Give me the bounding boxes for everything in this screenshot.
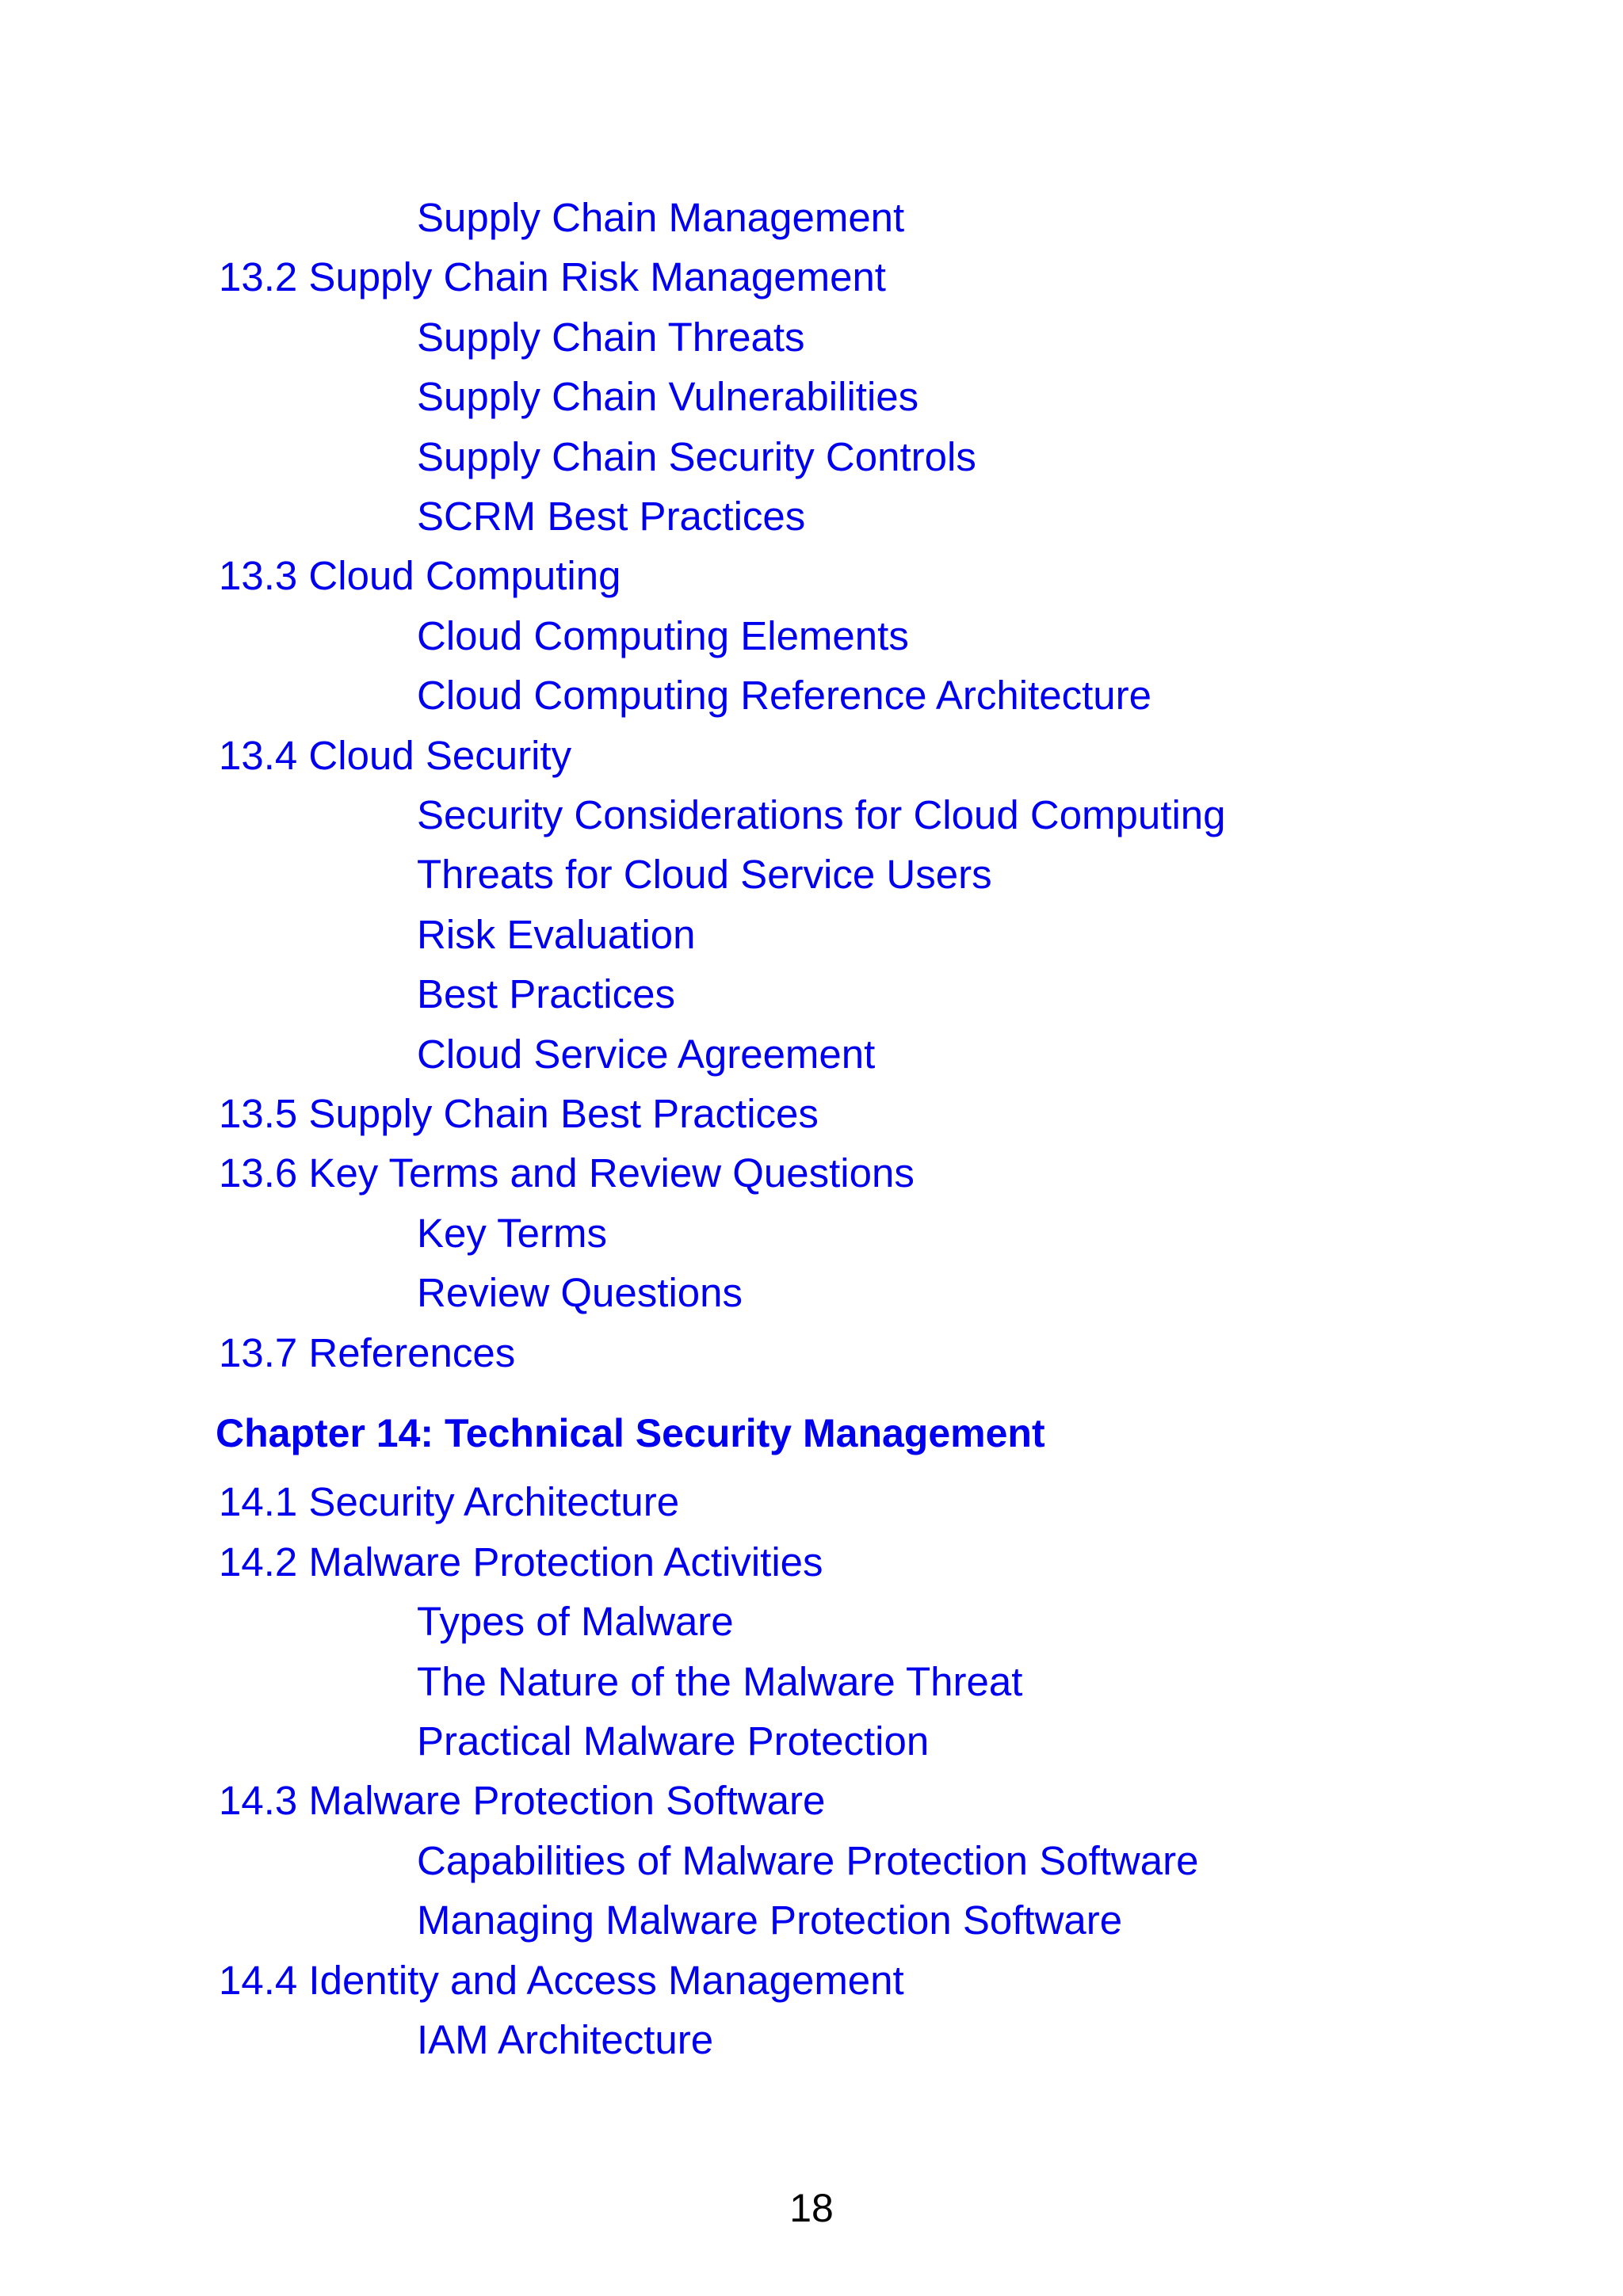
toc-entry-sub[interactable]: Supply Chain Management (417, 195, 905, 240)
toc-entry-sub[interactable]: Types of Malware (417, 1599, 734, 1645)
toc-entry-sub[interactable]: Supply Chain Security Controls (417, 433, 976, 479)
toc-entry-section[interactable]: 13.4 Cloud Security (219, 732, 572, 778)
toc-entry-sub[interactable]: Key Terms (417, 1210, 607, 1256)
toc-entry-sub[interactable]: Practical Malware Protection (417, 1718, 930, 1764)
toc-entry-section[interactable]: 14.2 Malware Protection Activities (219, 1539, 823, 1585)
toc-entry-section[interactable]: 13.5 Supply Chain Best Practices (219, 1091, 819, 1136)
toc-entry-sub[interactable]: Cloud Computing Reference Architecture (417, 673, 1151, 719)
toc-entry-sub[interactable]: Capabilities of Malware Protection Software (417, 1837, 1199, 1883)
toc-entry-chapter[interactable]: Chapter 14: Technical Security Management (216, 1411, 1045, 1455)
toc-entry-sub[interactable]: Managing Malware Protection Software (417, 1897, 1123, 1943)
toc-entry-sub[interactable]: SCRM Best Practices (417, 494, 806, 539)
toc-entry-section[interactable]: 14.3 Malware Protection Software (219, 1778, 826, 1824)
toc-entry-sub[interactable]: The Nature of the Malware Threat (417, 1658, 1023, 1704)
toc-entry-sub[interactable]: Threats for Cloud Service Users (417, 852, 992, 898)
toc-entry-sub[interactable]: Supply Chain Threats (417, 314, 805, 360)
toc-entry-section[interactable]: 13.7 References (219, 1329, 516, 1375)
page-number: 18 (789, 2186, 834, 2230)
toc-entry-sub[interactable]: IAM Architecture (417, 2017, 714, 2062)
toc-entry-sub[interactable]: Review Questions (417, 1270, 743, 1316)
toc-entry-sub[interactable]: Cloud Service Agreement (417, 1031, 876, 1077)
toc-entry-sub[interactable]: Supply Chain Vulnerabilities (417, 374, 919, 420)
toc-entry-section[interactable]: 13.3 Cloud Computing (219, 553, 621, 599)
toc-entry-sub[interactable]: Security Considerations for Cloud Computing (417, 792, 1226, 837)
toc-entry-section[interactable]: 14.4 Identity and Access Management (219, 1957, 904, 2003)
toc-entry-sub[interactable]: Risk Evaluation (417, 911, 696, 957)
toc-entry-section[interactable]: 14.1 Security Architecture (219, 1479, 680, 1525)
toc-entry-sub[interactable]: Cloud Computing Elements (417, 612, 909, 658)
toc-entry-section[interactable]: 13.6 Key Terms and Review Questions (219, 1150, 915, 1196)
toc-entry-sub[interactable]: Best Practices (417, 971, 675, 1017)
toc-entry-section[interactable]: 13.2 Supply Chain Risk Management (219, 254, 886, 300)
